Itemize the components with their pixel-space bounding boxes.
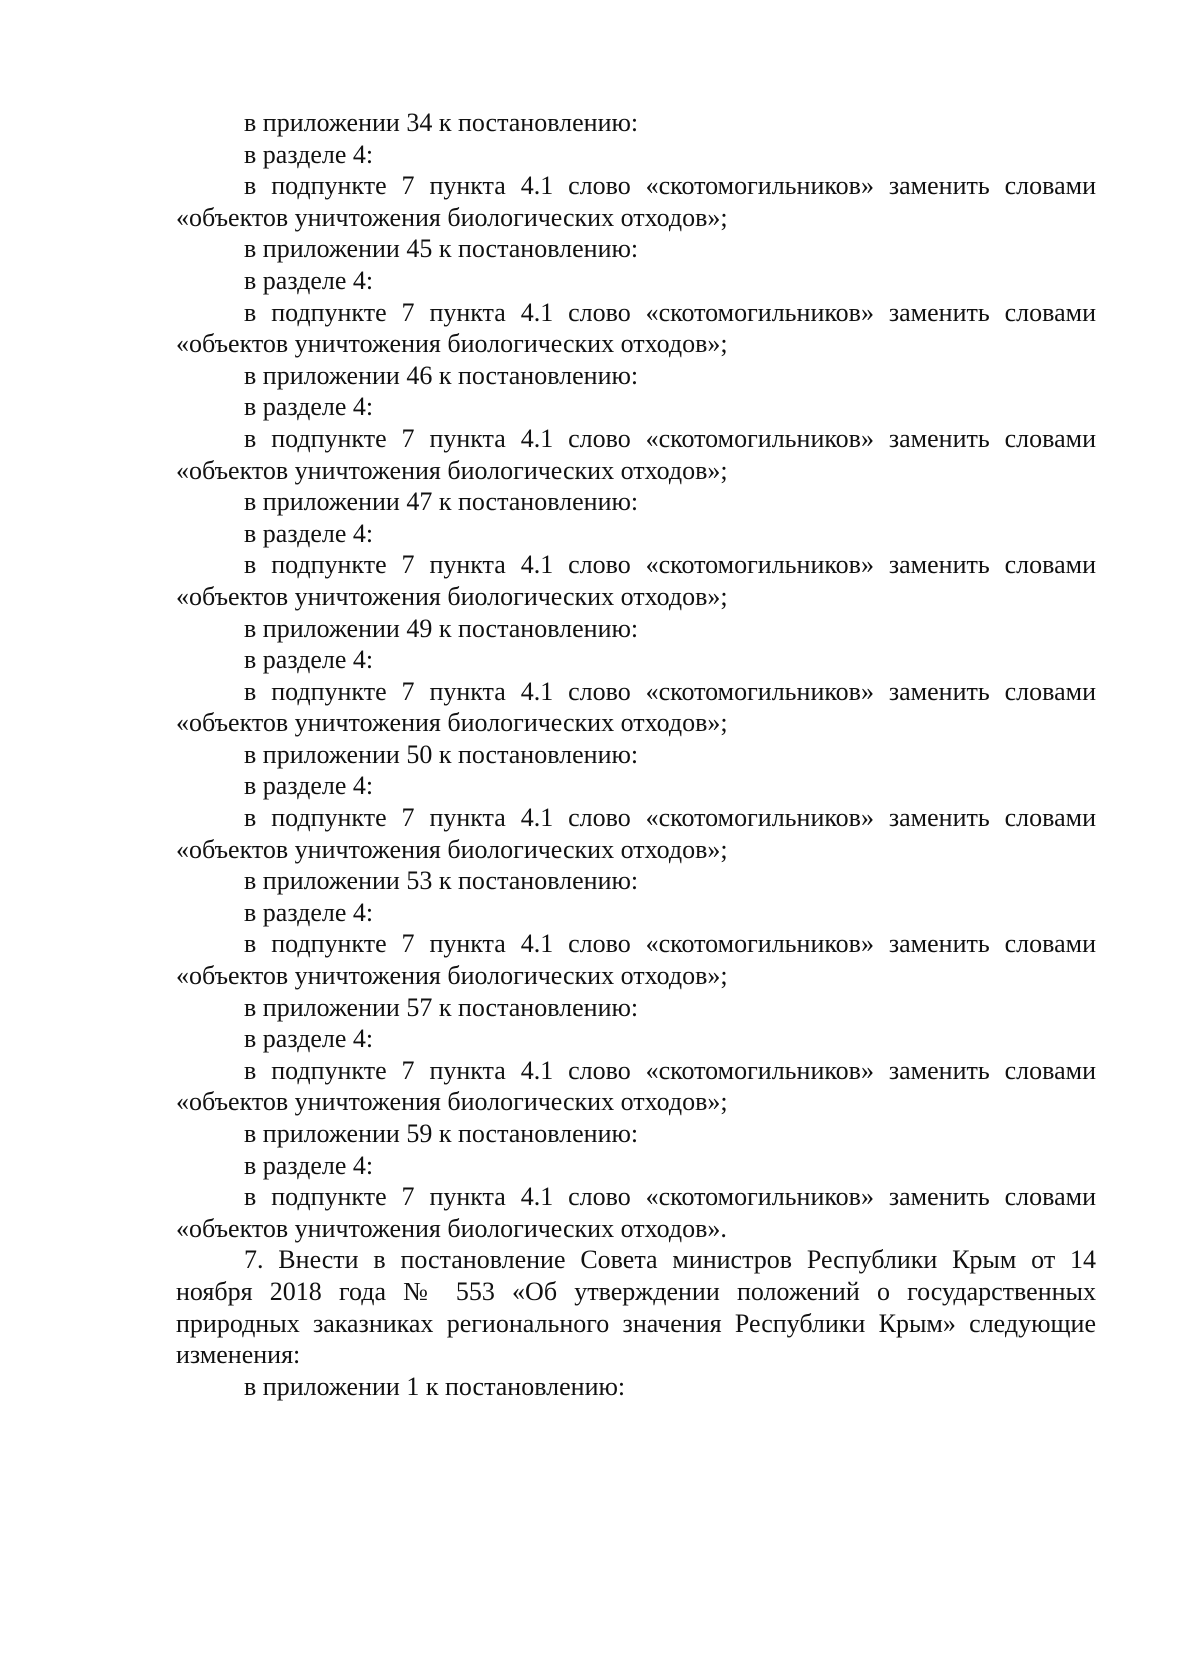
paragraph-amendment: в подпункте 7 пункта 4.1 слово «скотомогильников» заменить словами «объектов уничтожения биологических отходов»; (176, 423, 1096, 485)
document-body (176, 107, 1096, 1402)
paragraph-section-4: в разделе 4: (244, 1024, 374, 1054)
paragraph-appendix-1: в приложении 1 к постановлению: (244, 1371, 626, 1401)
paragraph-appendix-34: в приложении 34 к постановлению: (244, 108, 639, 137)
paragraph-appendix-45: в приложении 45 к постановлению: (244, 234, 639, 264)
paragraph-section-4: в разделе 4: (244, 265, 374, 295)
paragraph-appendix-46: в приложении 46 к постановлению: (244, 360, 639, 390)
paragraph-appendix-49: в приложении 49 к постановлению: (244, 613, 639, 643)
paragraph-amendment: в подпункте 7 пункта 4.1 слово «скотомогильников» заменить словами «объектов уничтожения биологических отходов». (176, 1182, 1096, 1243)
paragraph-section-4: в разделе 4: (244, 518, 374, 548)
paragraph-appendix-47: в приложении 47 к постановлению: (244, 487, 639, 517)
paragraph-section-4: в разделе 4: (244, 897, 374, 927)
paragraph-amendment: в подпункте 7 пункта 4.1 слово «скотомогильников» заменить словами «объектов уничтожения биологических отходов»; (176, 297, 1096, 359)
paragraph-appendix-53: в приложении 53 к постановлению: (244, 866, 639, 896)
paragraph-amendment: в подпункте 7 пункта 4.1 слово «скотомогильников» заменить словами «объектов уничтожения биологических отходов»; (176, 171, 1096, 232)
paragraph-amendment: в подпункте 7 пункта 4.1 слово «скотомогильников» заменить словами «объектов уничтожения биологических отходов»; (176, 803, 1096, 864)
paragraph-amendment: в подпункте 7 пункта 4.1 слово «скотомогильников» заменить словами «объектов уничтожения биологических отходов»; (176, 676, 1096, 738)
paragraph-section-4: в разделе 4: (244, 139, 374, 169)
paragraph-section-4: в разделе 4: (244, 771, 374, 801)
paragraph-item-7: 7. Внести в постановление Совета министров Республики Крым от 14 ноября 2018 года № 553 «Об утверждении положений о государственных природных заказниках регионального значения Республики Крым» следующие изменения: (176, 1245, 1096, 1370)
paragraph-amendment: в подпункте 7 пункта 4.1 слово «скотомогильников» заменить словами «объектов уничтожения биологических отходов»; (176, 1055, 1096, 1117)
paragraph-section-4: в разделе 4: (244, 392, 374, 422)
paragraph-amendment: в подпункте 7 пункта 4.1 слово «скотомогильников» заменить словами «объектов уничтожения биологических отходов»; (176, 550, 1096, 611)
paragraph-section-4: в разделе 4: (244, 645, 374, 675)
paragraph-amendment: в подпункте 7 пункта 4.1 слово «скотомогильников» заменить словами «объектов уничтожения биологических отходов»; (176, 929, 1096, 991)
paragraph-appendix-59: в приложении 59 к постановлению: (244, 1119, 639, 1148)
paragraph-appendix-57: в приложении 57 к постановлению: (244, 992, 639, 1022)
paragraph-appendix-50: в приложении 50 к постановлению: (244, 739, 639, 769)
paragraph-section-4: в разделе 4: (244, 1150, 374, 1180)
